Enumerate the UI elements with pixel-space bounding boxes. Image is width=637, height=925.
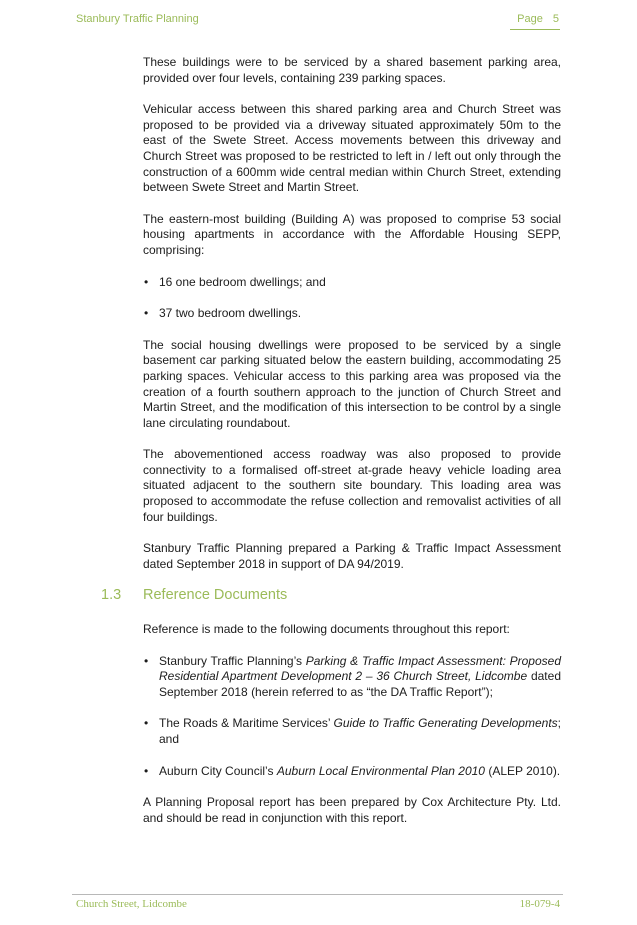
- list-item: • 37 two bedroom dwellings.: [143, 306, 561, 322]
- dwelling-list: [143, 275, 561, 322]
- header-page-label: Page: [517, 13, 543, 25]
- reference-text: Stanbury Traffic Planning’s: [159, 653, 306, 668]
- list-item: [143, 654, 561, 701]
- header-page-indicator: [517, 13, 559, 25]
- body-content: [101, 55, 562, 842]
- section-title: Reference Documents: [143, 587, 288, 604]
- header-company-name: Stanbury Traffic Planning: [76, 13, 199, 25]
- footer-site-address: Church Street, Lidcombe: [76, 898, 187, 910]
- paragraph-social-housing: The social housing dwellings were proposed to be serviced by a single basement car parking situated below the eastern building, accommodating 25 parking spaces. Vehicular access to this parking area was proposed via the creation of a fourth southern approach to the junction of Church Street and Martin Street, and the modification of this intersection to be control by a single lane circulating roundabout.: [143, 337, 561, 430]
- reference-text: Auburn City Council’s: [159, 763, 277, 778]
- paragraph-basement-parking: These buildings were to be serviced by a shared basement parking area, provided over four levels, containing 239 parking spaces.: [143, 55, 561, 85]
- list-item: [143, 764, 561, 780]
- section-heading: [101, 588, 561, 604]
- paragraph-planning-proposal: A Planning Proposal report has been prepared by Cox Architecture Pty. Ltd. and should be read in conjunction with this report.: [143, 795, 561, 825]
- paragraph-previous-assessment: Stanbury Traffic Planning prepared a Parking & Traffic Impact Assessment dated September 2018 in support of DA 94/2019.: [143, 541, 561, 571]
- header-page-number: 5: [552, 13, 559, 25]
- reference-text: The Roads & Maritime Services’: [159, 716, 334, 731]
- paragraph-building-a: The eastern-most building (Building A) was proposed to comprise 53 social housing apartments in accordance with the Affordable Housing SEPP, comprising:: [143, 211, 561, 257]
- section-number: 1.3: [101, 587, 122, 604]
- footer-document-number: 18-079-4: [519, 898, 560, 910]
- reference-title: Parking & Traffic Impact Assessment: Proposed Residential Apartment Development 2 – 36 Church Street, Lidcombe: [159, 653, 562, 684]
- reference-text: (ALEP 2010).: [484, 763, 561, 778]
- paragraph-reference-intro: Reference is made to the following documents throughout this report:: [143, 622, 510, 637]
- paragraph-vehicular-access: Vehicular access between this shared parking area and Church Street was proposed to be provided via a driveway situated approximately 50m to the east of the Swete Street. Access movements between this driveway and Church Street was proposed to be restricted to left in / left out only through the construction of a 600mm wide central median within Church Street, extending between Swete Street and Martin Street.: [143, 102, 561, 195]
- reference-text: ; and: [159, 716, 561, 746]
- reference-title: Auburn Local Environmental Plan 2010: [276, 763, 485, 778]
- reference-title: Guide to Traffic Generating Developments: [333, 716, 558, 731]
- list-item: [143, 716, 561, 747]
- paragraph-access-roadway: The abovementioned access roadway was also proposed to provide connectivity to a formalised off-street at-grade heavy vehicle loading area situated adjacent to the southern site boundary. This loading area was proposed to accommodate the refuse collection and removalist activities of all four buildings.: [143, 447, 561, 524]
- reference-text: dated September 2018 (herein referred to as “the DA Traffic Report”);: [159, 669, 561, 699]
- header-rule: [510, 29, 560, 30]
- reference-list: [143, 654, 561, 780]
- list-item: • 16 one bedroom dwellings; and: [143, 275, 561, 291]
- footer-rule: [72, 894, 563, 895]
